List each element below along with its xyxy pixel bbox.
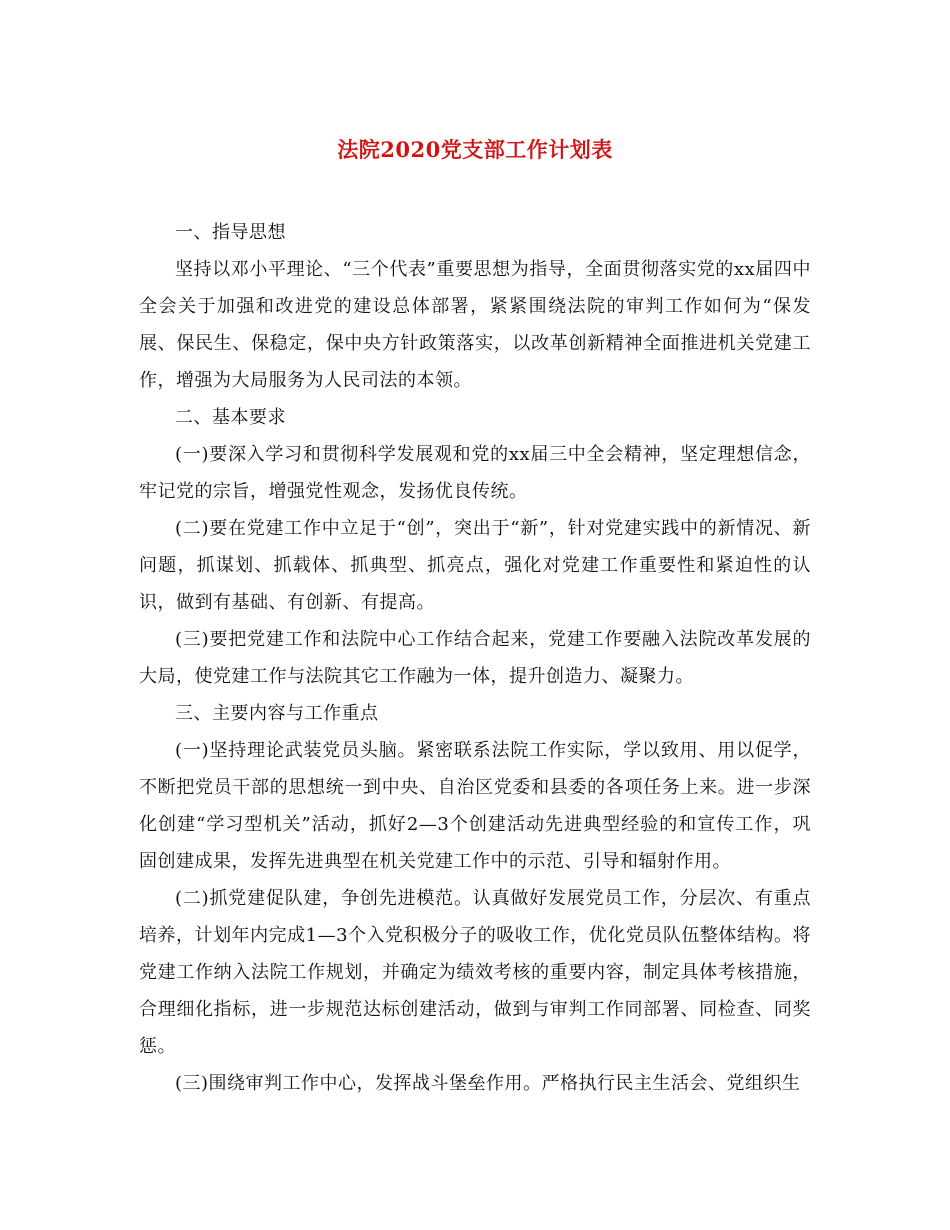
- heading-main-content: 三、主要内容与工作重点: [175, 703, 379, 724]
- paragraph-main-content-1: (一)坚持理论武装党员头脑。紧密联系法院工作实际，学以致用、用以促学，不断把党员干部的思想统一到中央、自治区党委和县委的各项任务上来。进一步深化创建“学习型机关”活动，抓好2—3个创建活动先进典型经验的和宣传工作，巩固创建成果，发挥先进典型在机关党建工作中的示范、引导和辐射作用。: [139, 740, 811, 872]
- paragraph-requirement-3: (三)要把党建工作和法院中心工作结合起来，党建工作要融入法院改革发展的大局，使党建工作与法院其它工作融为一体，提升创造力、凝聚力。: [139, 629, 811, 687]
- paragraph-main-content-2: (二)抓党建促队建，争创先进模范。认真做好发展党员工作，分层次、有重点培养，计划年内完成1—3个入党积极分子的吸收工作，优化党员队伍整体结构。将党建工作纳入法院工作规划，并确定为绩效考核的重要内容，制定具体考核措施，合理细化指标，进一步规范达标创建活动，做到与审判工作同部署、同检查、同奖惩。: [139, 888, 811, 1057]
- document-title: 法院2020党支部工作计划表: [337, 137, 613, 162]
- document-body: [139, 214, 811, 1102]
- heading-basic-requirements: 二、基本要求: [175, 407, 286, 428]
- heading-guiding-ideology: 一、指导思想: [175, 222, 286, 243]
- paragraph-requirement-1: (一)要深入学习和贯彻科学发展观和党的xx届三中全会精神，坚定理想信念，牢记党的宗旨，增强党性观念，发扬优良传统。: [139, 444, 811, 502]
- paragraph-requirement-2: (二)要在党建工作中立足于“创”，突出于“新”，针对党建实践中的新情况、新问题，抓谋划、抓载体、抓典型、抓亮点，强化对党建工作重要性和紧迫性的认识，做到有基础、有创新、有提高。: [139, 518, 811, 613]
- paragraph-main-content-3: (三)围绕审判工作中心，发挥战斗堡垒作用。严格执行民主生活会、党组织生: [175, 1073, 801, 1094]
- paragraph-guiding-ideology: 坚持以邓小平理论、“三个代表”重要思想为指导，全面贯彻落实党的xx届四中全会关于加强和改进党的建设总体部署，紧紧围绕法院的审判工作如何为“保发展、保民生、保稳定，保中央方针政策落实，以改革创新精神全面推进机关党建工作，增强为大局服务为人民司法的本领。: [139, 259, 811, 391]
